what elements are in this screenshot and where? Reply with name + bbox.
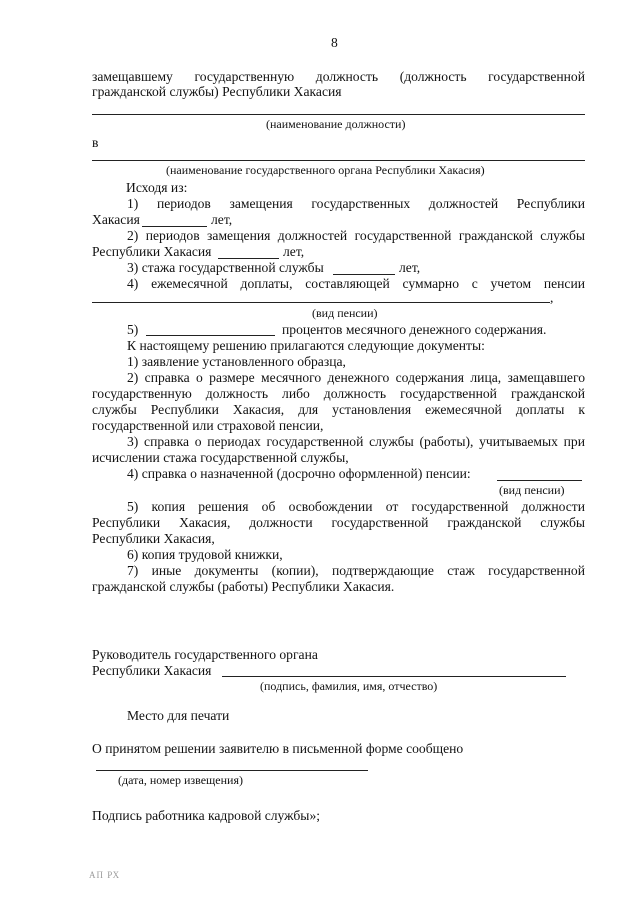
hr-signature: Подпись работника кадровой службы»; (92, 808, 321, 823)
doc2-salary-certificate-line2: государственную должность либо должность государственной гражданской (92, 386, 585, 401)
doc7-other-documents-line1: 7) иные документы (копии), подтверждающие стаж государственной (127, 563, 585, 578)
doc3-service-periods-line2: исчислении стажа государственной службы, (92, 450, 349, 465)
office-stamp-mark: АП РХ (89, 870, 121, 880)
caption-pension-type-2: (вид пенсии) (499, 483, 565, 497)
item4-monthly-supplement: 4) ежемесячной доплаты, составляющей суммарно с учетом пенсии (127, 276, 585, 291)
attachments-intro: К настоящему решению прилагаются следующие документы: (127, 338, 485, 353)
doc4-pension-certificate: 4) справка о назначенной (досрочно оформленной) пенсии: (127, 466, 471, 481)
doc7-other-documents-line2: гражданской службы (работы) Республики Хакасия. (92, 579, 395, 594)
doc2-salary-certificate-line1: 2) справка о размере месячного денежного содержания лица, замещавшего (127, 370, 585, 385)
blank-pension-type (92, 302, 550, 303)
item1-periods-state-positions: 1) периодов замещения государственных должностей Республики (127, 196, 585, 211)
item2-years: лет, (283, 244, 305, 259)
caption-position-name: (наименование должности) (266, 117, 406, 131)
doc5-dismissal-copy-line1: 5) копия решения об освобождении от государственной должности (127, 499, 585, 514)
page-number: 8 (331, 35, 338, 50)
item2-periods-civil-service: 2) периодов замещения должностей государственной гражданской службы (127, 228, 585, 243)
head-of-organ-line2: Республики Хакасия (92, 663, 212, 678)
line-holding-position: замещавшему государственную должность (должность государственной (92, 69, 585, 84)
blank-date-notice (96, 770, 368, 771)
blank-years-2 (218, 258, 279, 259)
doc6-labor-book: 6) копия трудовой книжки, (127, 547, 283, 562)
blank-line-position (92, 114, 585, 115)
item3-years: лет, (399, 260, 421, 275)
head-of-organ-line1: Руководитель государственного органа (92, 647, 318, 662)
item1-khakassia: Хакасия (92, 212, 140, 227)
blank-years-1 (142, 226, 207, 227)
line-based-on: Исходя из: (126, 180, 188, 195)
seal-place: Место для печати (127, 708, 230, 723)
doc2-salary-certificate-line3: службы Республики Хакасия, для установления ежемесячной доплаты к (92, 402, 585, 417)
decision-notified: О принятом решении заявителю в письменной форме сообщено (92, 741, 464, 756)
doc1-application: 1) заявление установленного образца, (127, 354, 346, 369)
item1-years: лет, (211, 212, 233, 227)
caption-pension-type: (вид пенсии) (312, 306, 378, 320)
item5-number: 5) (127, 322, 139, 337)
doc5-dismissal-copy-line3: Республики Хакасия, (92, 531, 215, 546)
doc2-salary-certificate-line4: государственной или страховой пенсии, (92, 418, 324, 433)
caption-date-notice: (дата, номер извещения) (118, 773, 243, 787)
item3-service-length: 3) стажа государственной службы (127, 260, 324, 275)
caption-organ-name: (наименование государственного органа Республики Хакасия) (166, 163, 485, 177)
doc5-dismissal-copy-line2: Республики Хакасия, должности государственной гражданской службы (92, 515, 585, 530)
line-in: в (92, 135, 99, 150)
item2-republic: Республики Хакасия (92, 244, 212, 259)
blank-signature (222, 676, 566, 677)
blank-pension-type-2 (497, 480, 582, 481)
item5-percent-salary: процентов месячного денежного содержания. (282, 322, 547, 337)
blank-years-3 (333, 274, 395, 275)
doc3-service-periods-line1: 3) справка о периодах государственной службы (работы), учитываемых при (127, 434, 585, 449)
caption-signature: (подпись, фамилия, имя, отчество) (260, 679, 438, 693)
item4-comma: , (550, 290, 554, 305)
line-civil-service: гражданской службы) Республики Хакасия (92, 84, 342, 99)
blank-percent (146, 335, 275, 336)
blank-line-organ (92, 160, 585, 161)
